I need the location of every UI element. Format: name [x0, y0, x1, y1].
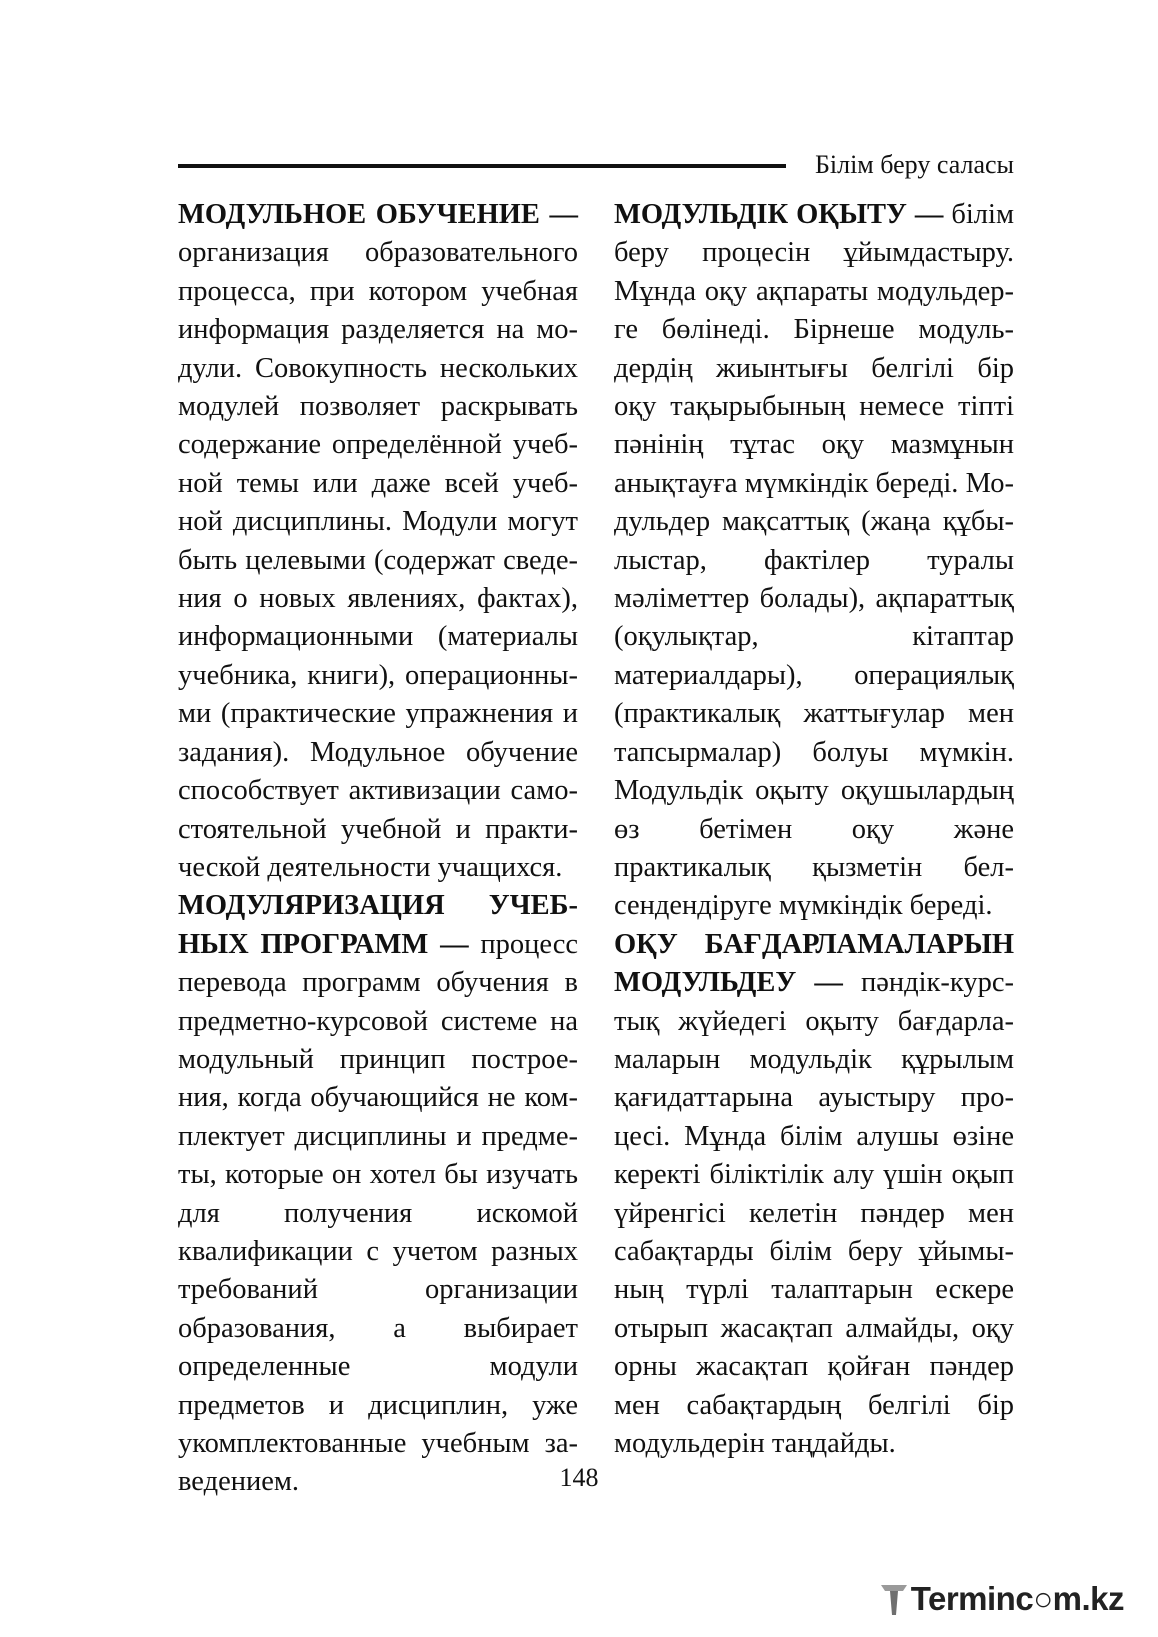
left-column — [178, 196, 578, 1502]
right-column — [614, 196, 1014, 1463]
logo-t-mark-icon — [879, 1579, 909, 1619]
dictionary-entry-modular-learning-ru — [178, 196, 578, 887]
header-rule — [178, 164, 786, 168]
running-head — [178, 146, 1018, 184]
running-head-title: Білім беру саласы — [814, 150, 1014, 179]
dictionary-entry-modular-learning-kk — [614, 196, 1014, 926]
dictionary-entry-program-modularization-ru — [178, 887, 578, 1502]
site-watermark — [879, 1577, 1124, 1621]
entry-definition: процесс перевода программ обучения в предметно-курсовой системе на модульный принцип построения, когда обучающийся не комплектует дисциплины и предметы, которые он хотел бы изучать для получения искомой квалификации с учетом разных требований организации образования, а выбирает определенные модули предметов и дисциплин, уже укомплектованные учебным заведением. — [178, 928, 579, 1498]
entry-term: МОДУЛЬНОЕ ОБУЧЕНИЕ — — [178, 199, 578, 230]
entry-term: ОҚУ БАҒДАРЛАМАЛАРЫН МОДУЛЬДЕУ — — [614, 928, 1014, 999]
dictionary-entry-program-modularization-kk — [614, 926, 1014, 1464]
page-number: 148 — [559, 1463, 599, 1492]
watermark-text: Terminc○m.kz — [910, 1580, 1124, 1617]
entry-definition: білім беру процесін ұйымдастыру. Мұнда оқу ақпараты модульдерге бөлінеді. Бірнеше модульдердің жиынтығы белгілі бір оқу тақырыбының немесе тіпті пәнінің тұтас оқу мазмұнын анықтауға мүмкіндік береді. Модульдер мақсаттық (жаңа құбылыстар, фактілер туралы мәліметтер болады), ақпараттық (оқулықтар, кітаптар материалдары), операциялық (практикалық жаттығулар мен тапсырмалар) болуы мүмкін. Модульдік оқыту оқушылардың өз бетімен оқу және практикалық қызметін белсендендіруге мүмкіндік береді. — [614, 199, 1014, 922]
entry-term: МОДУЛЬДІК ОҚЫТУ — — [614, 199, 944, 230]
entry-definition: организация образовательного процесса, при котором учебная информация разделяется на модули. Совокупность нескольких модулей позволяет раскрывать содержание определённой учебной темы или даже всей учебной дисциплины. Модули могут быть целевыми (содержат сведения о новых явлениях, фактах), информационными (материалы учебника, книги), операционными (практические упражнения и задания). Модульное обучение способствует активизации самостоятельной учебной и практической деятельности учащихся. — [178, 237, 578, 883]
entry-term: МОДУЛЯРИЗАЦИЯ УЧЕБНЫХ ПРОГРАММ — — [178, 890, 578, 960]
entry-definition: пәндік-курстық жүйедегі оқыту бағдарламаларын модульдік құрылым қағидаттарына ауыстыру процесі. Мұнда білім алушы өзіне керекті біліктілік алу үшін оқып үйренгісі келетін пәндер мен сабақтарды білім беру ұйымының түрлі талаптарын ескере отырып жасақтап алмайды, оқу орны жасақтап қойған пәндер мен сабақтардың белгілі бір модульдерін таңдайды. — [614, 967, 1014, 1459]
